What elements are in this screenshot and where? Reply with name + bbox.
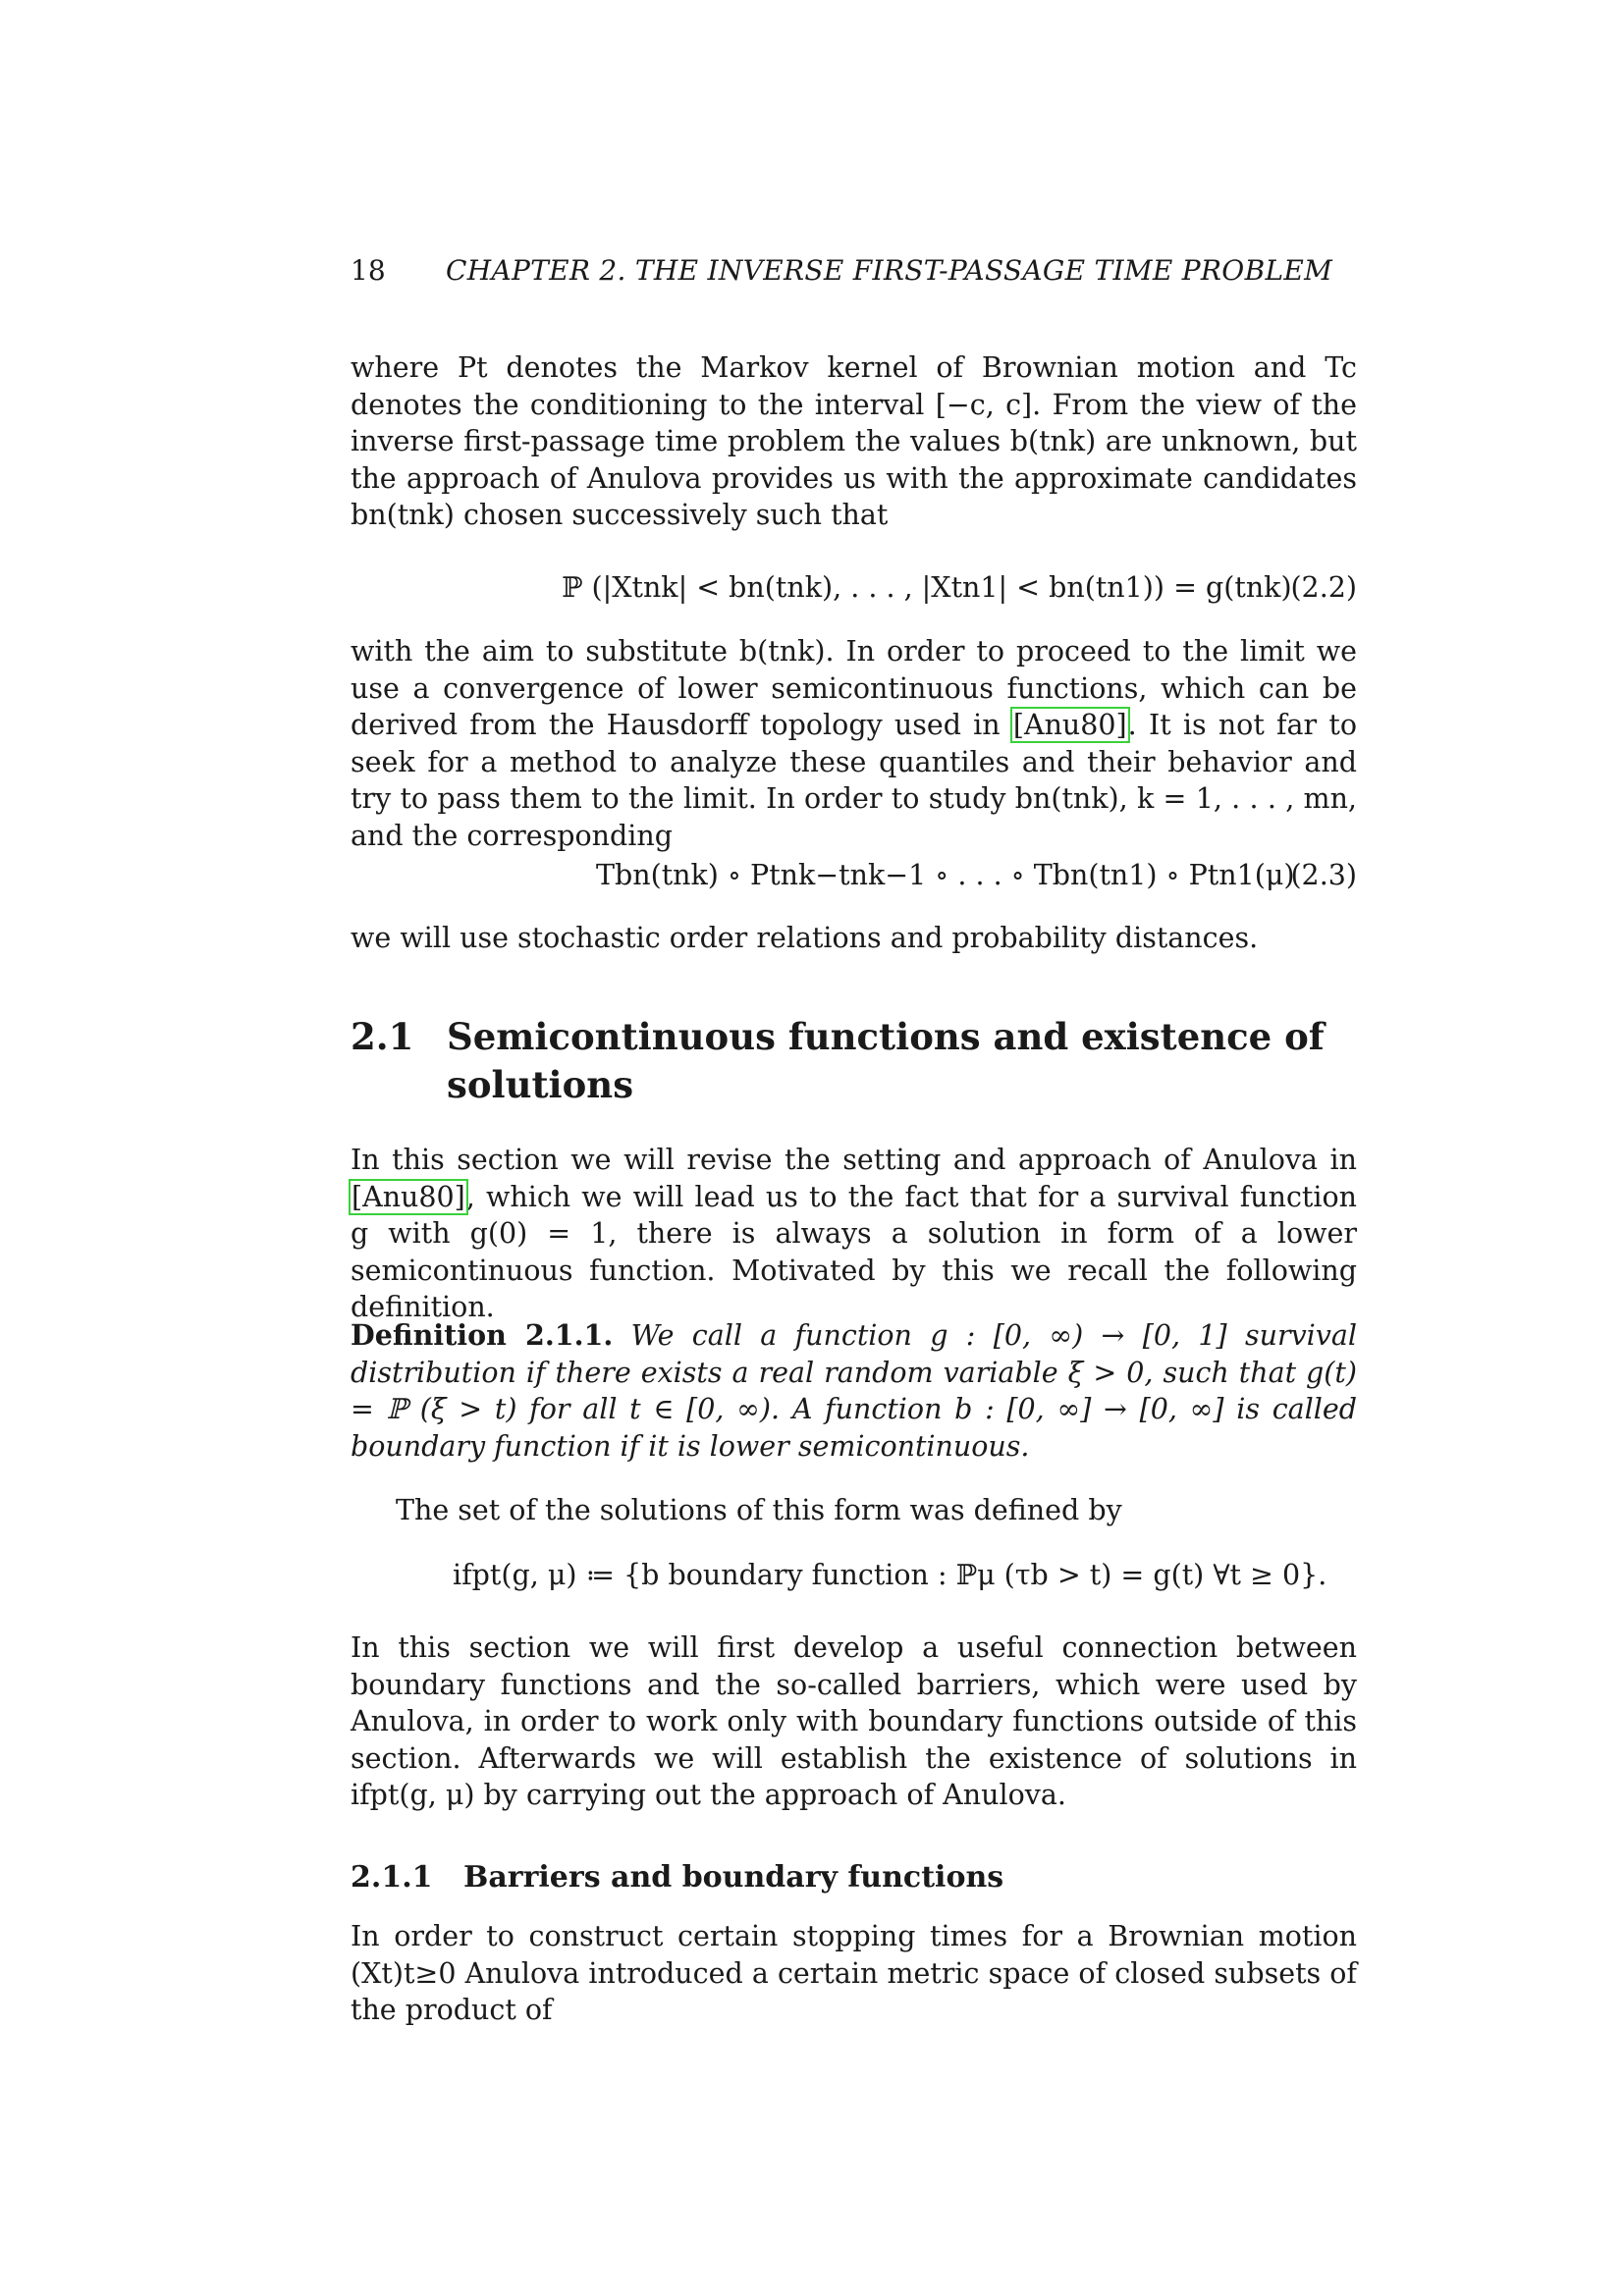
page-number: 18: [351, 254, 386, 287]
para-text: In this section we will revise the setting and approach of Anulova in: [351, 1144, 1357, 1176]
equation-2-2: [351, 566, 1357, 610]
solutions-set-expression: ifpt(g, μ) ≔ {b boundary function : ℙμ (τb > t) = g(t) ∀t ≥ 0}.: [453, 1559, 1327, 1591]
solutions-set-intro: The set of the solutions of this form was defined by: [396, 1494, 1122, 1526]
equation-2-3: [351, 854, 1357, 897]
subsection-2-1-1-paragraph: In order to construct certain stopping times for a Brownian motion (Xt)t≥0 Anulova introduced a certain metric space of closed subsets of the product of: [351, 1920, 1357, 2026]
running-title: CHAPTER 2. THE INVERSE FIRST-PASSAGE TIME PROBLEM: [446, 254, 1333, 287]
solutions-set-equation: [351, 1554, 1357, 1597]
citation-link-anu80[interactable]: [Anu80]: [1012, 709, 1127, 741]
paragraph-after-eq-2-3: we will use stochastic order relations and probability distances.: [351, 922, 1259, 954]
definition-label: Definition 2.1.1.: [351, 1318, 614, 1352]
section-number: 2.1: [351, 1015, 414, 1058]
para-text: . It is not far to seek for a method to analyze these quantiles and their behavior and try to pass them to the limit. In order to study bn(tnk), k = 1, . . . , mn, and the corresponding: [351, 709, 1357, 852]
equation-2-3-number: (2.3): [1290, 859, 1357, 891]
subsection-number: 2.1.1: [351, 1860, 433, 1895]
section-title: Semicontinuous functions and existence of solutions: [447, 1015, 1325, 1106]
definition-2-1-1: [351, 1317, 1357, 1465]
intro-paragraph: where Pt denotes the Markov kernel of Brownian motion and Tc denotes the conditioning to the interval [−c, c]. From the view of the inverse first-passage time problem the values b(tnk) are unknown, but the approach of Anulova provides us with the approximate candidates bn(tnk) chosen successively such that: [351, 351, 1357, 531]
section-2-1-paragraph-2: In this section we will first develop a useful connection between boundary functions and the so-called barriers, which were used by Anulova, in order to work only with boundary functions outside of this section. Afterwards we will establish the existence of solutions in ifpt(g, μ) by carrying out the approach of Anulova.: [351, 1631, 1357, 1811]
citation-link-anu80[interactable]: [Anu80]: [352, 1180, 465, 1213]
section-2-1-paragraph-1: [351, 1142, 1357, 1326]
para-text: , which we will lead us to the fact that for a survival function g with g(0) = 1, there is always a solution in form of a lower semicontinuous function. Motivated by this we recall the following definition.: [351, 1180, 1357, 1323]
para-text: with the aim to substitute b(tnk). In order to proceed to the limit we use a convergence of lower semicontinuous functions, which can be derived from the Hausdorff topology used in: [351, 635, 1357, 741]
equation-2-2-expression: ℙ (|Xtnk| < bn(tnk), . . . , |Xtn1| < bn(tn1)) = g(tnk): [562, 571, 1292, 604]
equation-2-2-number: (2.2): [1290, 571, 1357, 604]
paragraph-after-eq-2-2: [351, 633, 1357, 854]
equation-2-3-expression: Tbn(tnk) ∘ Ptnk−tnk−1 ∘ . . . ∘ Tbn(tn1) ∘ Ptn1(μ): [596, 859, 1295, 891]
running-header: [351, 253, 1367, 289]
subsection-title: Barriers and boundary functions: [463, 1860, 1004, 1895]
definition-text: We call a function g : [0, ∞) → [0, 1] survival distribution if there exists a real random variable ξ > 0, such that g(t) = ℙ (ξ > t) for all t ∈ [0, ∞). A function b : [0, ∞] → [0, ∞] is called boundary function if it is lower semicontinuous.: [351, 1319, 1357, 1463]
